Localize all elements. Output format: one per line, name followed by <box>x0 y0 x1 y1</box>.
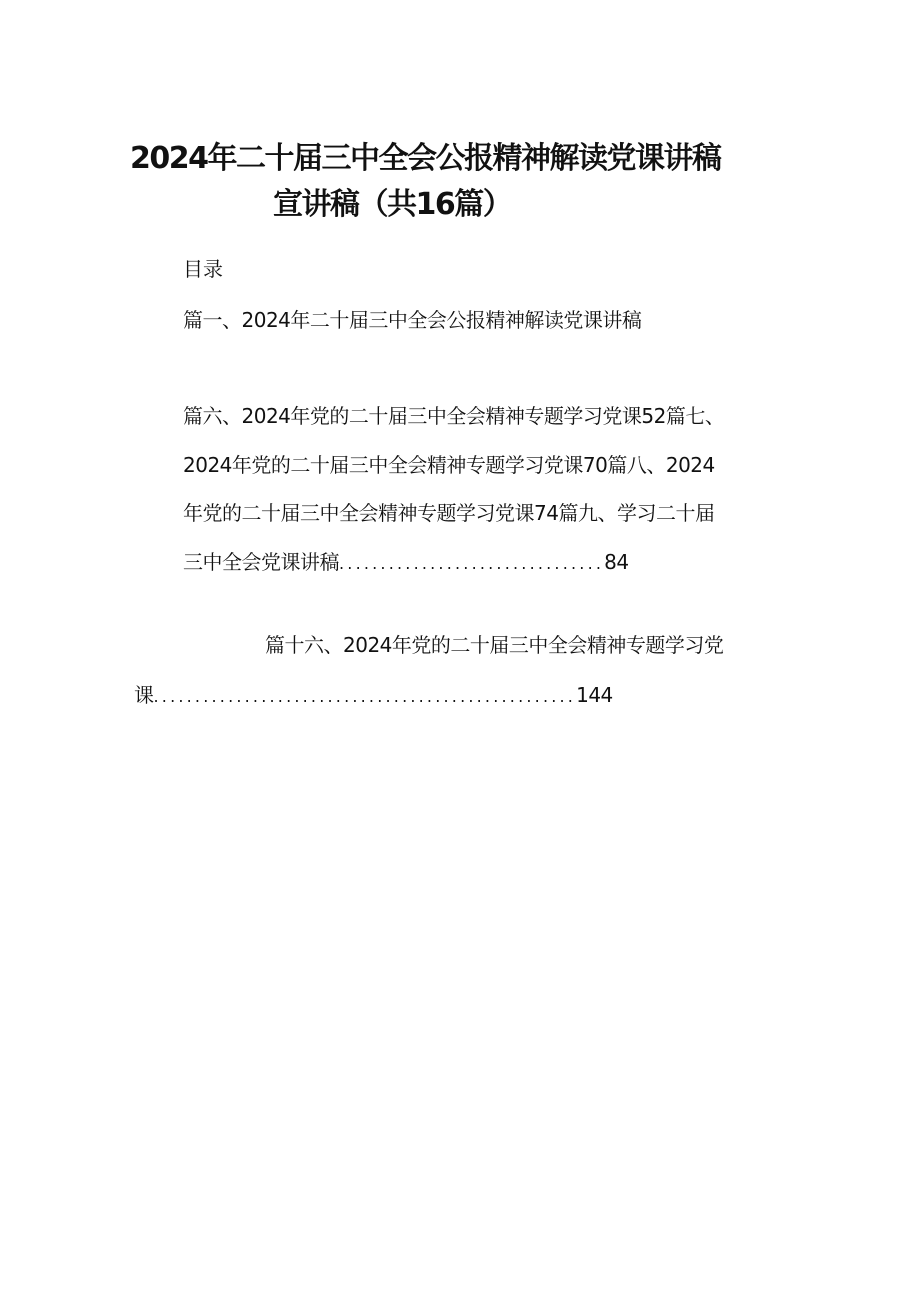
toc-page-number: 84 <box>604 550 629 574</box>
toc-entry <box>134 680 613 712</box>
toc-entry-text: 三中全会党课讲稿 <box>183 550 339 574</box>
toc-page-number: 144 <box>576 683 613 707</box>
title-line-2: 宣讲稿（共16篇） <box>273 187 512 222</box>
toc-entry-text: 课 <box>134 683 154 707</box>
toc-entry: 篇十六、2024年党的二十届三中全会精神专题学习党 <box>265 633 724 657</box>
toc-entry <box>183 547 629 579</box>
toc-leader-dots: ................................ <box>339 554 605 573</box>
document-title <box>130 136 810 228</box>
toc-entry: 篇六、2024年党的二十届三中全会精神专题学习党课52篇七、 <box>183 404 725 428</box>
title-line-1: 2024年二十届三中全会公报精神解读党课讲稿 <box>130 141 721 176</box>
toc-leader-dots: ................................................... <box>153 687 577 706</box>
toc-entry: 年党的二十届三中全会精神专题学习党课74篇九、学习二十届 <box>183 501 715 525</box>
toc-entry: 篇一、2024年二十届三中全会公报精神解读党课讲稿 <box>183 308 642 332</box>
toc-heading: 目录 <box>183 257 223 281</box>
toc-entry: 2024年党的二十届三中全会精神专题学习党课70篇八、2024 <box>183 453 715 477</box>
